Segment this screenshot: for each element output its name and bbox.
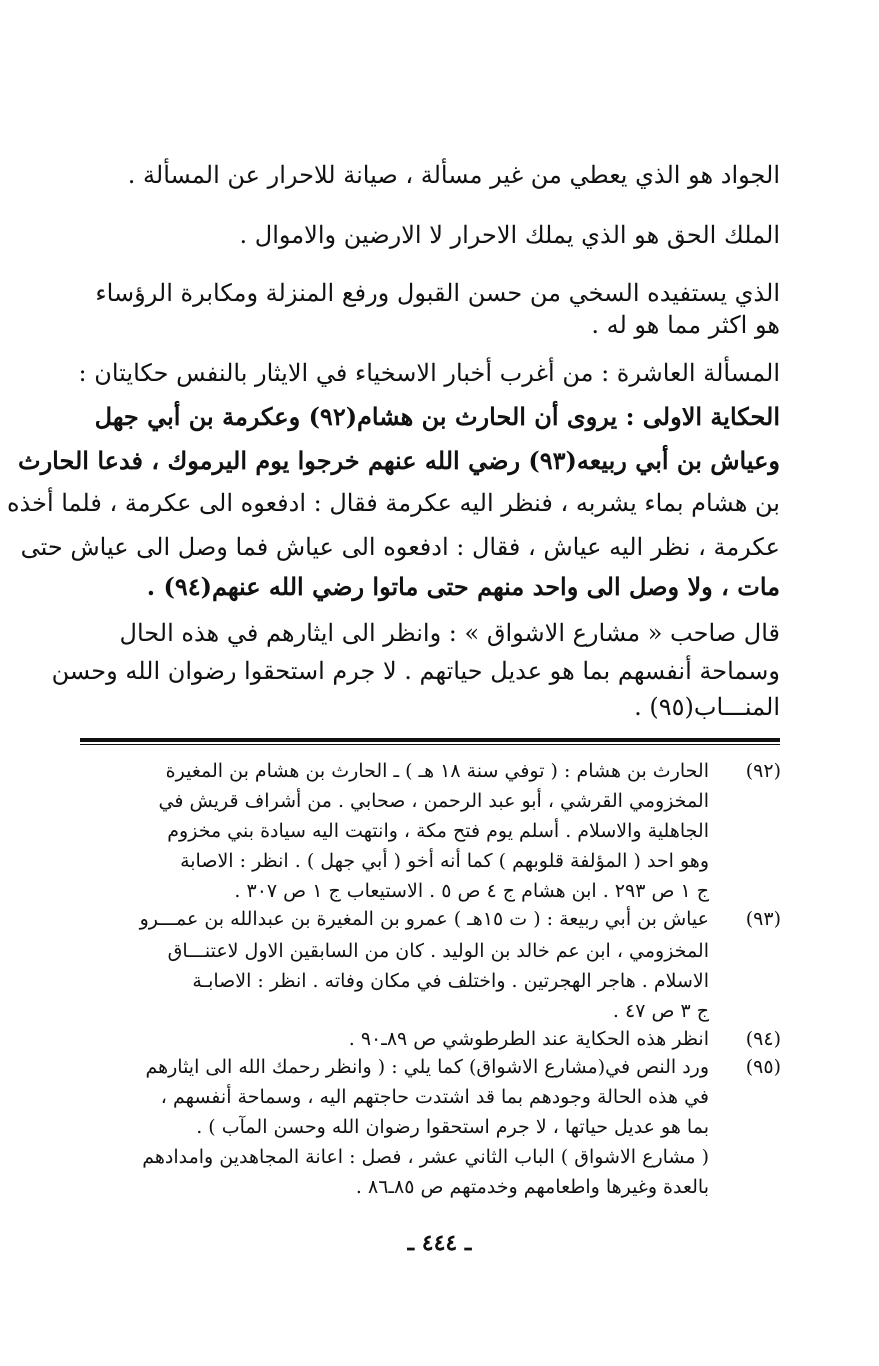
footnote-line: انظر هذه الحكاية عند الطرطوشي ص ٨٩ـ٩٠ . — [348, 1028, 709, 1050]
footnote-line: في هذه الحالة وجودهم بما قد اشتدت حاجتهم اليه ، وسماحة أنفسهم ، — [160, 1086, 709, 1108]
footnote-line: وهو احد ( المؤلفة قلوبهم ) كما أنه أخو ( أبي جهل ) . انظر : الاصابة — [180, 850, 709, 872]
footnote-line: ( مشارع الاشواق ) الباب الثاني عشر ، فصل : اعانة المجاهدين وامدادهم — [142, 1146, 709, 1168]
footnote-line: ورد النص في(مشارع الاشواق) كما يلي : ( وانظر رحمك الله الى ايثارهم — [145, 1056, 709, 1078]
footnote-number: (٩٤) — [745, 1028, 781, 1050]
text-line: الحكاية الاولى : يروى أن الحارث بن هشام(٩٢) وعكرمة بن أبي جهل — [94, 402, 780, 431]
text-line: بن هشام بماء يشربه ، فنظر اليه عكرمة فقال : ادفعوه الى عكرمة ، فلما أخذه — [6, 489, 780, 517]
text-line: الجواد هو الذي يعطي من غير مسألة ، صيانة للاحرار عن المسألة . — [127, 161, 780, 189]
footnote-divider-thin — [80, 744, 780, 745]
footnote-number: (٩٥) — [745, 1056, 781, 1078]
footnote-line: المخزومي ، ابن عم خالد بن الوليد . كان من السابقين الاول لاعتنـــاق — [167, 940, 709, 962]
text-line: عكرمة ، نظر اليه عياش ، فقال : ادفعوه الى عياش فما وصل الى عياش حتى — [20, 533, 780, 561]
footnote-line: ج ١ ص ٢٩٣ . ابن هشام ج ٤ ص ٥ . الاستيعاب ج ١ ص ٣٠٧ . — [234, 880, 709, 902]
text-line: الملك الحق هو الذي يملك الاحرار لا الارضين والاموال . — [239, 221, 780, 249]
text-line: وسماحة أنفسهم بما هو عديل حياتهم . لا جرم استحقوا رضوان الله وحسن — [51, 657, 780, 685]
text-line: الذي يستفيده السخي من حسن القبول ورفع المنزلة ومكابرة الرؤساء — [95, 279, 780, 307]
text-line: المنـــاب(٩٥) . — [634, 693, 780, 721]
footnote-line: الاسلام . هاجر الهجرتين . واختلف في مكان وفاته . انظر : الاصابـة — [192, 970, 709, 992]
footnote-line: الجاهلية والاسلام . أسلم يوم فتح مكة ، وانتهت اليه سيادة بني مخزوم — [167, 820, 709, 842]
text-line: مات ، ولا وصل الى واحد منهم حتى ماتوا رضي الله عنهم(٩٤) . — [146, 572, 780, 601]
footnote-line: الحارث بن هشام : ( توفي سنة ١٨ هـ ) ـ الحارث بن هشام بن المغيرة — [165, 760, 709, 782]
footnote-number: (٩٣) — [745, 908, 781, 930]
footnote-line: المخزومي القرشي ، أبو عبد الرحمن ، صحابي . من أشراف قريش في — [158, 790, 709, 812]
text-line: وعياش بن أبي ربيعه(٩٣) رضي الله عنهم خرجوا يوم اليرموك ، فدعا الحارث — [18, 446, 780, 475]
page-number: ـ ٤٤٤ ـ — [407, 1230, 472, 1256]
footnote-line: عياش بن أبي ربيعة : ( ت ١٥هـ ) عمرو بن المغيرة بن عبدالله بن عمـــرو — [139, 908, 709, 930]
footnote-line: بالعدة وغيرها واطعامهم وخدمتهم ص ٨٥ـ٨٦ . — [355, 1176, 709, 1198]
footnote-divider — [80, 738, 780, 742]
footnote-line: بما هو عديل حياتها ، لا جرم استحقوا رضوان الله وحسن المآب ) . — [196, 1116, 709, 1138]
text-line: هو اكثر مما هو له . — [591, 311, 780, 339]
footnote-number: (٩٢) — [745, 760, 781, 782]
text-line: المسألة العاشرة : من أغرب أخبار الاسخياء في الايثار بالنفس حكايتان : — [78, 359, 780, 387]
footnote-line: ج ٣ ص ٤٧ . — [612, 1000, 709, 1022]
text-line: قال صاحب « مشارع الاشواق » : وانظر الى ايثارهم في هذه الحال — [119, 619, 780, 647]
